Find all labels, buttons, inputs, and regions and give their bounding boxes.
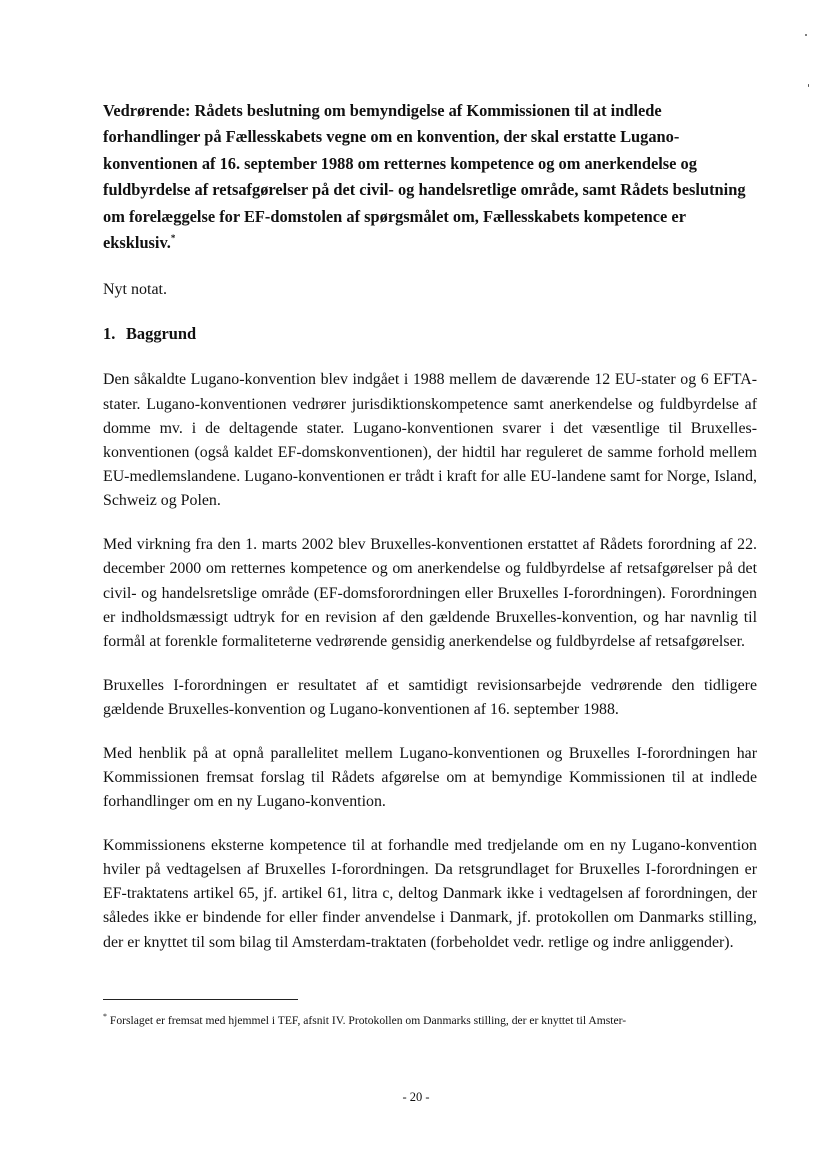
footnote-mark: * bbox=[103, 1012, 107, 1021]
footnote-text: Forslaget er fremsat med hjemmel i TEF, afsnit IV. Protokollen om Danmarks stilling, der er knyttet til Amster- bbox=[109, 1014, 627, 1027]
note-label: Nyt notat. bbox=[103, 281, 167, 299]
section-number: 1. bbox=[103, 324, 116, 344]
section-heading bbox=[103, 322, 757, 346]
paragraph-4: Med henblik på at opnå parallelitet mellem Lugano-konventionen og Bruxelles I-forordningen har Kommissionen fremsat forslag til Rådets afgørelse om at bemyndige Kommissionen til at indlede forhandlinger om en ny Lugano-konvention. bbox=[103, 744, 757, 810]
paragraph-1: Den såkaldte Lugano-konvention blev indgået i 1988 mellem de daværende 12 EU-stater og 6 EFTA-stater. Lugano-konventionen vedrører jurisdiktionskompetence samt anerkendelse og fuldbyrdelse af domme mv. i de deltagende stater. Lugano-konventionen svarer i det væsentlige til Bruxelles-konventionen (også kaldet EF-domskonventionen), der hidtil har reguleret de samme forhold mellem EU-medlemslandene. Lugano-konventionen er trådt i kraft for alle EU-landene samt for Norge, Island, Schweiz og Polen. bbox=[103, 371, 757, 510]
page-number: - 20 - bbox=[402, 1090, 430, 1104]
scan-speck bbox=[808, 84, 809, 87]
footnote bbox=[103, 1013, 763, 1029]
footnote-divider bbox=[103, 999, 298, 1000]
document-body bbox=[103, 98, 757, 974]
paragraph-5: Kommissionens eksterne kompetence til at forhandle med tredjelande om en ny Lugano-konvention hviler på vedtagelsen af Bruxelles I-forordningen. Da retsgrundlaget for Bruxelles I-forordningen er EF-traktatens artikel 65, jf. artikel 61, litra c, deltog Danmark ikke i vedtagelsen af forordningen, der således ikke er bindende for eller finder anvendelse i Danmark, jf. protokollen om Danmarks stilling, der er knyttet til som bilag til Amsterdam-traktaten (forbeholdet vedr. retlige og indre anliggender). bbox=[103, 836, 757, 951]
paragraph-2: Med virkning fra den 1. marts 2002 blev Bruxelles-konventionen erstattet af Rådets forordning af 22. december 2000 om retternes kompetence og om anerkendelse og fuldbyrdelse af retsafgørelser på det civil- og handelsretslige område (EF-domsforordningen eller Bruxelles I-forordningen). Forordningen er indholdsmæssigt udtryk for en revision af den gældende Bruxelles-konvention, og har navnlig til formål at forenkle formaliteterne vedrørende gensidig anerkendelse og fuldbyrdelse af retsafgørelser. bbox=[103, 536, 757, 650]
subject-heading bbox=[103, 98, 757, 256]
scan-speck bbox=[805, 34, 807, 36]
paragraph-3: Bruxelles I-forordningen er resultatet af et samtidigt revisionsarbejde vedrørende den tidligere gældende Bruxelles-konvention og Lugano-konventionen af 16. september 1988. bbox=[103, 676, 757, 718]
subject-text: Vedrørende: Rådets beslutning om bemyndigelse af Kommissionen til at indlede forhandlinger på Fællesskabets vegne om en konvention, der skal erstatte Lugano-konventionen af 16. september 1988 om retternes kompetence og om anerkendelse og fuldbyrdelse af retsafgørelser på det civil- og handelsretlige område, samt Rådets beslutning om forelæggelse for EF-domstolen af spørgsmålet om, Fællesskabets kompetence er eksklusiv. bbox=[103, 101, 746, 253]
subject-footnote-mark: * bbox=[170, 233, 176, 244]
section-title: Baggrund bbox=[126, 324, 197, 344]
